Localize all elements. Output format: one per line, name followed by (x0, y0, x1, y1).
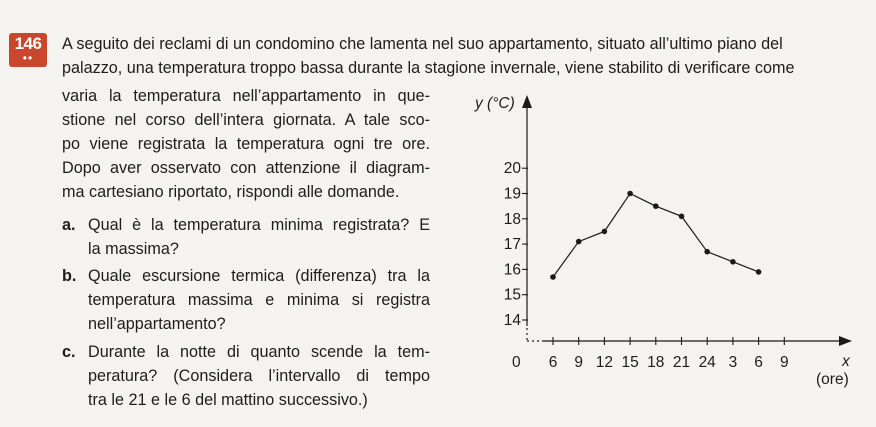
question-a-line-2: la massima? (88, 240, 179, 258)
x-tick-label: 9 (574, 354, 584, 371)
y-tick-label: 14 (503, 312, 521, 329)
question-c-line-2: peratura? (Considera l’intervallo di tempo (88, 367, 430, 385)
question-b-line-2: temperatura massima e minima si registra (88, 291, 430, 309)
x-axis-arrow (839, 336, 852, 346)
x-tick-label: 21 (672, 354, 691, 371)
y-tick-label: 16 (503, 261, 521, 279)
data-point (679, 213, 685, 219)
y-tick-label: 19 (503, 185, 521, 203)
y-tick-label: 15 (503, 286, 521, 304)
origin-label: 0 (512, 354, 521, 371)
question-b-line-1: Quale escursione termica (differenza) tra la (88, 267, 430, 285)
x-tick-label: 9 (779, 354, 789, 371)
data-point (756, 269, 762, 275)
y-tick-label: 18 (503, 210, 521, 228)
intro-line-3: varia la temperatura nell’appartamento in que- (62, 87, 430, 105)
intro-line-2: palazzo, una temperatura troppo bassa durante la stagione invernale, viene stabilito di verificare come (62, 59, 795, 77)
x-tick-label: 6 (754, 354, 763, 371)
difficulty-dots: •• (22, 51, 34, 65)
question-b-line-3: nell’appartamento? (88, 315, 226, 333)
intro-line-7: ma cartesiano riportato, rispondi alle domande. (62, 183, 400, 201)
x-tick-label: 24 (698, 354, 716, 371)
intro-line-5: po viene registrata la temperatura ogni tre ore. (62, 135, 430, 153)
data-point (704, 249, 710, 255)
x-axis-variable: x (842, 353, 850, 370)
x-tick-label: 18 (647, 354, 665, 371)
question-c-line-1: Durante la notte di quanto scende la tem- (88, 343, 430, 361)
data-point (576, 239, 582, 245)
y-axis-label: y (°C) (475, 95, 515, 112)
x-axis-unit: (ore) (816, 371, 849, 388)
x-tick-label: 3 (728, 354, 738, 371)
data-point (550, 274, 556, 280)
question-c-line-3: tra le 21 e le 6 del mattino successivo.) (88, 391, 368, 409)
y-tick-label: 20 (503, 160, 521, 178)
data-point (627, 191, 633, 197)
intro-line-6: Dopo aver osservato con attenzione il diagram- (62, 159, 430, 177)
y-tick-label: 17 (503, 236, 521, 254)
data-point (653, 203, 659, 209)
data-point (730, 259, 736, 265)
problem-number: 146 (14, 34, 42, 53)
x-tick-label: 12 (595, 354, 614, 371)
x-tick-label: 15 (621, 354, 639, 371)
y-axis-arrow (522, 95, 532, 108)
question-b-letter: b. (62, 267, 77, 285)
intro-line-4: stione nel corso dell’intera giornata. A tale sco- (62, 111, 430, 129)
question-c-letter: c. (62, 343, 76, 361)
intro-line-1: A seguito dei reclami di un condomino che lamenta nel suo appartamento, situato all’ultimo piano del (62, 35, 783, 53)
question-a-line-1: Qual è la temperatura minima registrata? E (88, 216, 430, 234)
question-a-letter: a. (62, 216, 76, 234)
x-tick-label: 6 (548, 354, 558, 371)
data-point (602, 229, 608, 235)
